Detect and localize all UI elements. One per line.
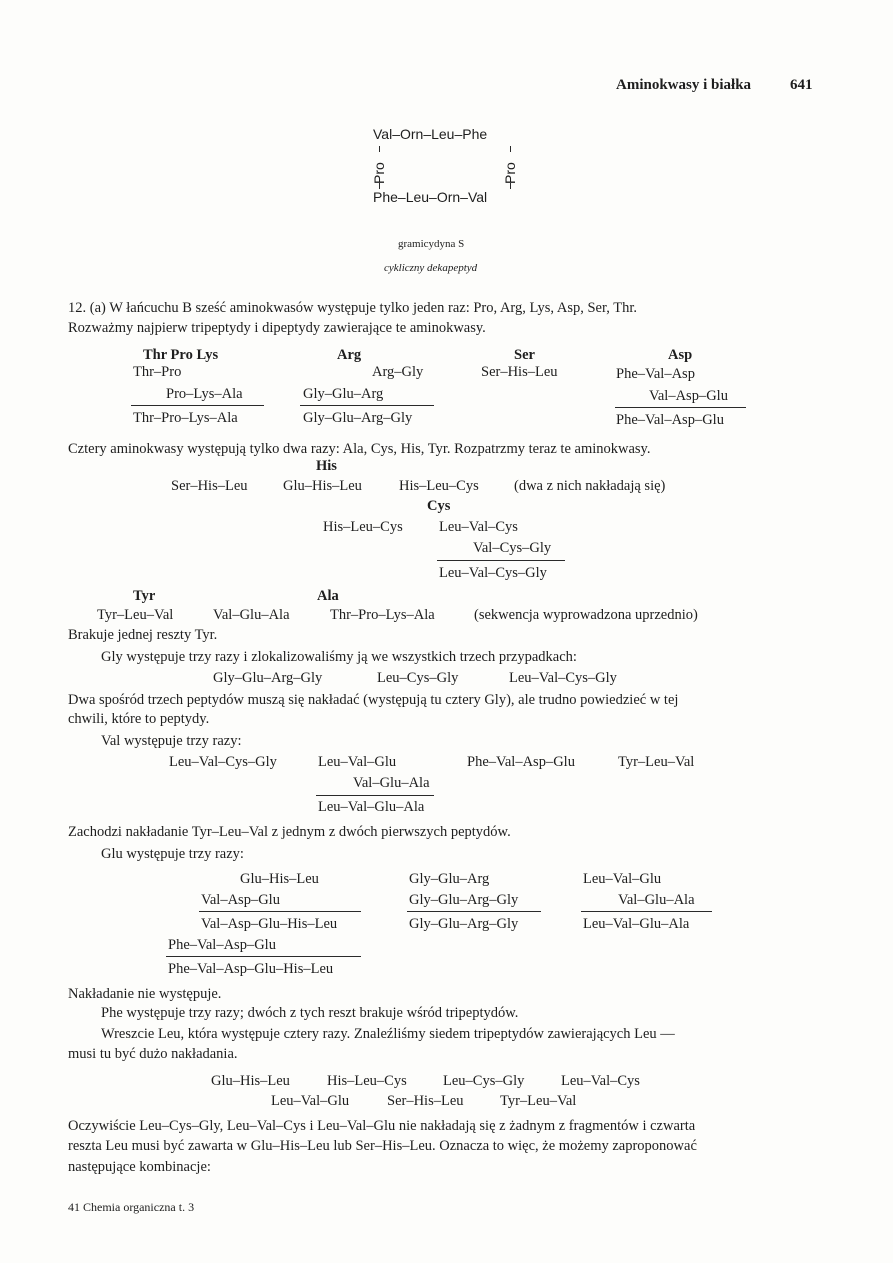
ser-1: Ser–His–Leu xyxy=(481,364,558,380)
p-final3: następujące kombinacje: xyxy=(68,1159,211,1175)
p-gly: Gly występuje trzy razy i zlokalizowaliśmy ją we wszystkich trzech przypadkach: xyxy=(101,649,577,665)
p-final1: Oczywiście Leu–Cys–Gly, Leu–Val–Cys i Leu–Val–Glu nie nakładają się z żadnym z fragmentów i czwarta xyxy=(68,1118,696,1134)
leu-b: His–Leu–Cys xyxy=(327,1073,407,1089)
val-a: Leu–Val–Cys–Gly xyxy=(169,754,277,770)
p-overlap: Zachodzi nakładanie Tyr–Leu–Val z jednym z dwóch pierwszych peptydów. xyxy=(68,824,511,840)
h-asp: Asp xyxy=(668,347,693,363)
thr-2: Pro–Lys–Ala xyxy=(166,386,243,402)
p-final2: reszta Leu musi być zawarta w Glu–His–Leu lub Ser–His–Leu. Oznacza to więc, że możemy zaproponować xyxy=(68,1138,697,1154)
p-leu2: musi tu być dużo nakładania. xyxy=(68,1046,238,1062)
his-a: Ser–His–Leu xyxy=(171,478,248,494)
p-leu1: Wreszcie Leu, która występuje cztery razy. Znaleźliśmy siedem tripeptydów zawierających Leu — xyxy=(101,1026,675,1042)
thr-result: Thr–Pro–Lys–Ala xyxy=(133,410,238,426)
leu-d: Leu–Val–Cys xyxy=(561,1073,640,1089)
val-c: Val–Glu–Ala xyxy=(353,775,430,791)
p12-line1: 12. (a) W łańcuchu B sześć aminokwasów występuje tylko jeden raz: Pro, Arg, Lys, Asp, Ser, Thr. xyxy=(68,300,637,316)
leu-a: Glu–His–Leu xyxy=(211,1073,290,1089)
asp-result: Phe–Val–Asp–Glu xyxy=(616,412,724,428)
h-his: His xyxy=(316,458,337,474)
leu-e: Leu–Val–Glu xyxy=(271,1093,350,1109)
structure-caption-desc: cykliczny dekapeptyd xyxy=(384,262,478,274)
cys-b: Leu–Val–Cys xyxy=(439,519,518,535)
val-result: Leu–Val–Glu–Ala xyxy=(318,799,425,815)
bond-right-bottom xyxy=(510,183,511,189)
p-tyr-missing: Brakuje jednej reszty Tyr. xyxy=(68,627,218,643)
p12-line2: Rozważmy najpierw tripeptydy i dipeptydy zawierające te aminokwasy. xyxy=(68,320,486,336)
glu-a4: Phe–Val–Asp–Glu xyxy=(168,937,276,953)
glu-c-line xyxy=(581,911,712,912)
glu-b-line xyxy=(407,911,541,912)
arg-1: Arg–Gly xyxy=(372,364,424,380)
p-twice: Cztery aminokwasy występują tylko dwa razy: Ala, Cys, His, Tyr. Rozpatrzmy teraz te aminokwasy. xyxy=(68,441,651,457)
gly-b: Leu–Cys–Gly xyxy=(377,670,459,686)
his-c: His–Leu–Cys xyxy=(399,478,479,494)
arg-result: Gly–Glu–Arg–Gly xyxy=(303,410,413,426)
thr-1: Thr–Pro xyxy=(133,364,182,380)
running-header: Aminokwasy i białka xyxy=(616,77,752,93)
gly-a: Gly–Glu–Arg–Gly xyxy=(213,670,323,686)
asp-2: Val–Asp–Glu xyxy=(649,388,728,404)
structure-top: Val–Orn–Leu–Phe xyxy=(373,126,488,142)
glu-a5: Phe–Val–Asp–Glu–His–Leu xyxy=(168,961,334,977)
structure-bottom: Phe–Leu–Orn–Val xyxy=(373,189,488,205)
leu-g: Tyr–Leu–Val xyxy=(500,1093,577,1109)
h-cys: Cys xyxy=(427,498,451,514)
cys-result: Leu–Val–Cys–Gly xyxy=(439,565,547,581)
glu-a2: Val–Asp–Glu xyxy=(201,892,280,908)
p-val: Val występuje trzy razy: xyxy=(101,733,242,749)
his-note: (dwa z nich nakładają się) xyxy=(514,478,666,494)
structure-caption-name: gramicydyna S xyxy=(398,238,465,250)
val-d: Phe–Val–Asp–Glu xyxy=(467,754,575,770)
page-number: 641 xyxy=(790,77,813,93)
p-glu: Glu występuje trzy razy: xyxy=(101,846,244,862)
tyr-a: Tyr–Leu–Val xyxy=(97,607,174,623)
cys-line xyxy=(437,560,565,561)
glu-b3: Gly–Glu–Arg–Gly xyxy=(409,916,519,932)
h-ser: Ser xyxy=(514,347,535,363)
glu-c1: Leu–Val–Glu xyxy=(583,871,662,887)
p-no-overlap: Nakładanie nie występuje. xyxy=(68,986,222,1002)
asp-1: Phe–Val–Asp xyxy=(616,366,695,382)
h-arg: Arg xyxy=(337,347,362,363)
glu-b2: Gly–Glu–Arg–Gly xyxy=(409,892,519,908)
glu-c2: Val–Glu–Ala xyxy=(618,892,695,908)
cys-c: Val–Cys–Gly xyxy=(473,540,552,556)
bond-left-top xyxy=(379,146,380,152)
leu-c: Leu–Cys–Gly xyxy=(443,1073,525,1089)
cys-a: His–Leu–Cys xyxy=(323,519,403,535)
p-gly2a: Dwa spośród trzech peptydów muszą się nakładać (występują tu cztery Gly), ale trudno powiedzieć w tej xyxy=(68,692,679,708)
thr-line xyxy=(131,405,264,406)
page-footer: 41 Chemia organiczna t. 3 xyxy=(68,1200,195,1214)
leu-f: Ser–His–Leu xyxy=(387,1093,464,1109)
glu-a3: Val–Asp–Glu–His–Leu xyxy=(201,916,338,932)
p-gly2b: chwili, które to peptydy. xyxy=(68,711,210,727)
glu-a-line2 xyxy=(166,956,361,957)
structure-right-pro: Pro xyxy=(502,162,518,184)
glu-c3: Leu–Val–Glu–Ala xyxy=(583,916,690,932)
val-b: Leu–Val–Glu xyxy=(318,754,397,770)
glu-a1: Glu–His–Leu xyxy=(240,871,319,887)
ala-b: Thr–Pro–Lys–Ala xyxy=(330,607,435,623)
h-thr: Thr Pro Lys xyxy=(143,347,219,363)
val-line xyxy=(316,795,434,796)
ala-note: (sekwencja wyprowadzona uprzednio) xyxy=(474,607,698,623)
bond-right-top xyxy=(510,146,511,152)
arg-line xyxy=(300,405,434,406)
glu-b1: Gly–Glu–Arg xyxy=(409,871,490,887)
gly-c: Leu–Val–Cys–Gly xyxy=(509,670,617,686)
p-phe: Phe występuje trzy razy; dwóch z tych reszt brakuje wśród tripeptydów. xyxy=(101,1005,519,1021)
asp-line xyxy=(615,407,746,408)
ala-a: Val–Glu–Ala xyxy=(213,607,290,623)
h-ala: Ala xyxy=(317,588,339,604)
arg-2: Gly–Glu–Arg xyxy=(303,386,384,402)
glu-a-line1 xyxy=(199,911,361,912)
his-b: Glu–His–Leu xyxy=(283,478,362,494)
structure-left-pro: Pro xyxy=(371,162,387,184)
h-tyr: Tyr xyxy=(133,588,156,604)
val-e: Tyr–Leu–Val xyxy=(618,754,695,770)
